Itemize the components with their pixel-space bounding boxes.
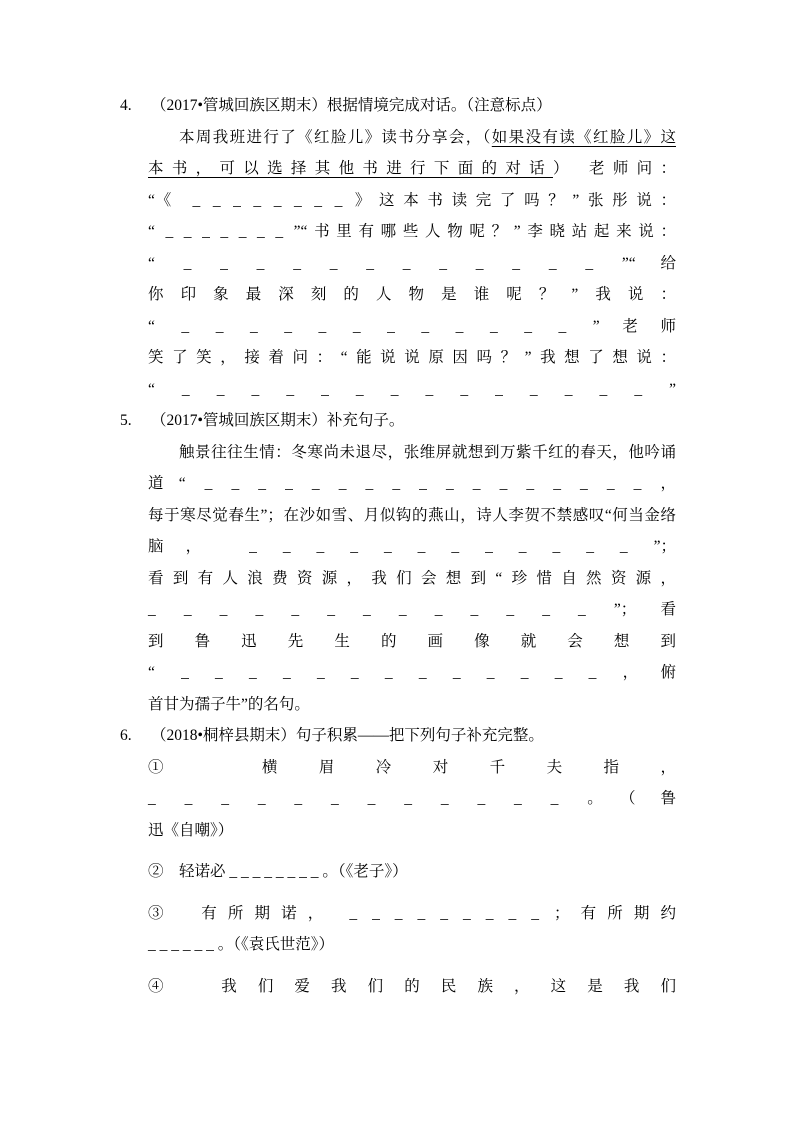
text-line (148, 342, 676, 374)
underlined-text: 如果没有读《红脸儿》这 (491, 128, 676, 146)
text-line (148, 971, 676, 1003)
question-title: （2017•管城回族区期末）补充句子。 (151, 412, 405, 429)
text-line (148, 374, 676, 406)
text-line (148, 594, 676, 626)
paragraph (148, 122, 676, 406)
text-line (148, 929, 676, 961)
text-line (148, 626, 676, 658)
text-segment: 本周我班进行了《红脸儿》读书分享会，（ (179, 128, 492, 146)
text-line (148, 689, 676, 721)
text-segment: ① 横眉冷对千夫指， (148, 758, 676, 776)
text-line (148, 216, 676, 248)
text-segment: 每于寒尽觉春生”；在沙如雪、月似钩的燕山，诗人李贺不禁感叹“何当金络 (148, 506, 676, 524)
text-line (148, 153, 676, 185)
text-segment: 道“ _ _ _ _ _ _ _ _ _ _ _ _ _ _ _ _ _ ， (148, 475, 676, 492)
question-body (148, 122, 676, 406)
list-item (148, 752, 676, 847)
text-line (148, 279, 676, 311)
question-4 (120, 90, 676, 405)
question-title: （2018•桐梓县期末）句子积累——把下列句子补充完整。 (151, 727, 544, 744)
question-6 (120, 720, 676, 1002)
text-line (148, 437, 676, 469)
text-segment: “ _ _ _ _ _ _ _ _ _ _ _ _ ”“给 (148, 254, 676, 272)
question-5 (120, 405, 676, 720)
text-segment: _ _ _ _ _ _ _ _ _ _ _ _ 。（鲁 (148, 790, 676, 807)
list-item (148, 971, 676, 1003)
question-body (148, 752, 676, 1003)
text-line (148, 185, 676, 217)
text-segment: 脑， _ _ _ _ _ _ _ _ _ _ _ _ ”； (148, 538, 676, 555)
text-segment: “ _ _ _ _ _ _ _ _ _ _ _ _ ”老师 (148, 317, 676, 335)
question-number: 4. (120, 97, 132, 114)
text-segment: _ _ _ _ _ _ 。（《袁氏世范》） (148, 936, 335, 953)
text-segment: 看到有人浪费资源，我们会想到“珍惜自然资源， (148, 569, 676, 587)
text-segment: 到鲁迅先生的画像就会想到 (148, 632, 676, 650)
text-line (148, 752, 676, 784)
text-segment: 你印象最深刻的人物是谁呢？”我说： (148, 286, 676, 303)
text-segment: “《 _ _ _ _ _ _ _ _ 》这本书读完了吗？”张彤说： (148, 191, 676, 209)
text-segment: 笑了笑，接着问：“能说说原因吗？”我想了想说： (148, 349, 676, 366)
text-segment: 触景往往生情：冬寒尚未退尽，张维屏就想到万紫千红的春天，他吟诵 (179, 443, 676, 461)
text-line (148, 468, 676, 500)
paragraph (148, 437, 676, 721)
text-line (148, 815, 676, 847)
text-line (148, 657, 676, 689)
text-segment: ④ 我们爱我们的民族，这是我们 (148, 977, 676, 995)
text-segment: ③ 有所期诺， _ _ _ _ _ _ _ _ _ ；有所期约 (148, 904, 676, 922)
text-line (148, 531, 676, 563)
text-segment: “ _ _ _ _ _ _ _ _ _ _ _ _ _ _ ” (148, 380, 676, 398)
text-line (148, 248, 676, 280)
text-segment: “ _ _ _ _ _ _ _ _ _ _ _ _ _ ，俯 (148, 664, 676, 681)
text-segment: _ _ _ _ _ _ _ _ _ _ _ _ _ ”；看 (148, 601, 676, 618)
question-title: （2017•管城回族区期末）根据情境完成对话。（注意标点） (151, 97, 552, 114)
question-number: 5. (120, 412, 132, 429)
text-segment: 迅《自嘲》） (148, 821, 234, 839)
text-line (148, 122, 676, 154)
underlined-text: 本书，可以选择其他书进行下面的对话 (148, 160, 553, 177)
text-line (148, 311, 676, 343)
text-line (148, 898, 676, 930)
text-segment: 首甘为孺子牛”的名句。 (148, 695, 310, 713)
question-number: 6. (120, 727, 132, 744)
text-segment: ② 轻诺必 _ _ _ _ _ _ _ _ 。（《老子》） (148, 863, 408, 880)
question-heading (120, 405, 676, 437)
text-line (148, 783, 676, 815)
question-body (148, 437, 676, 721)
text-line (148, 856, 676, 888)
text-line (148, 563, 676, 595)
text-segment: “ _ _ _ _ _ _ _ ”“书里有哪些人物呢？”李晓站起来说： (148, 223, 676, 240)
list-item (148, 856, 676, 888)
text-segment: ） 老师问： (552, 160, 676, 177)
list-item (148, 898, 676, 961)
text-line (148, 500, 676, 532)
question-heading (120, 90, 676, 122)
question-heading (120, 720, 676, 752)
